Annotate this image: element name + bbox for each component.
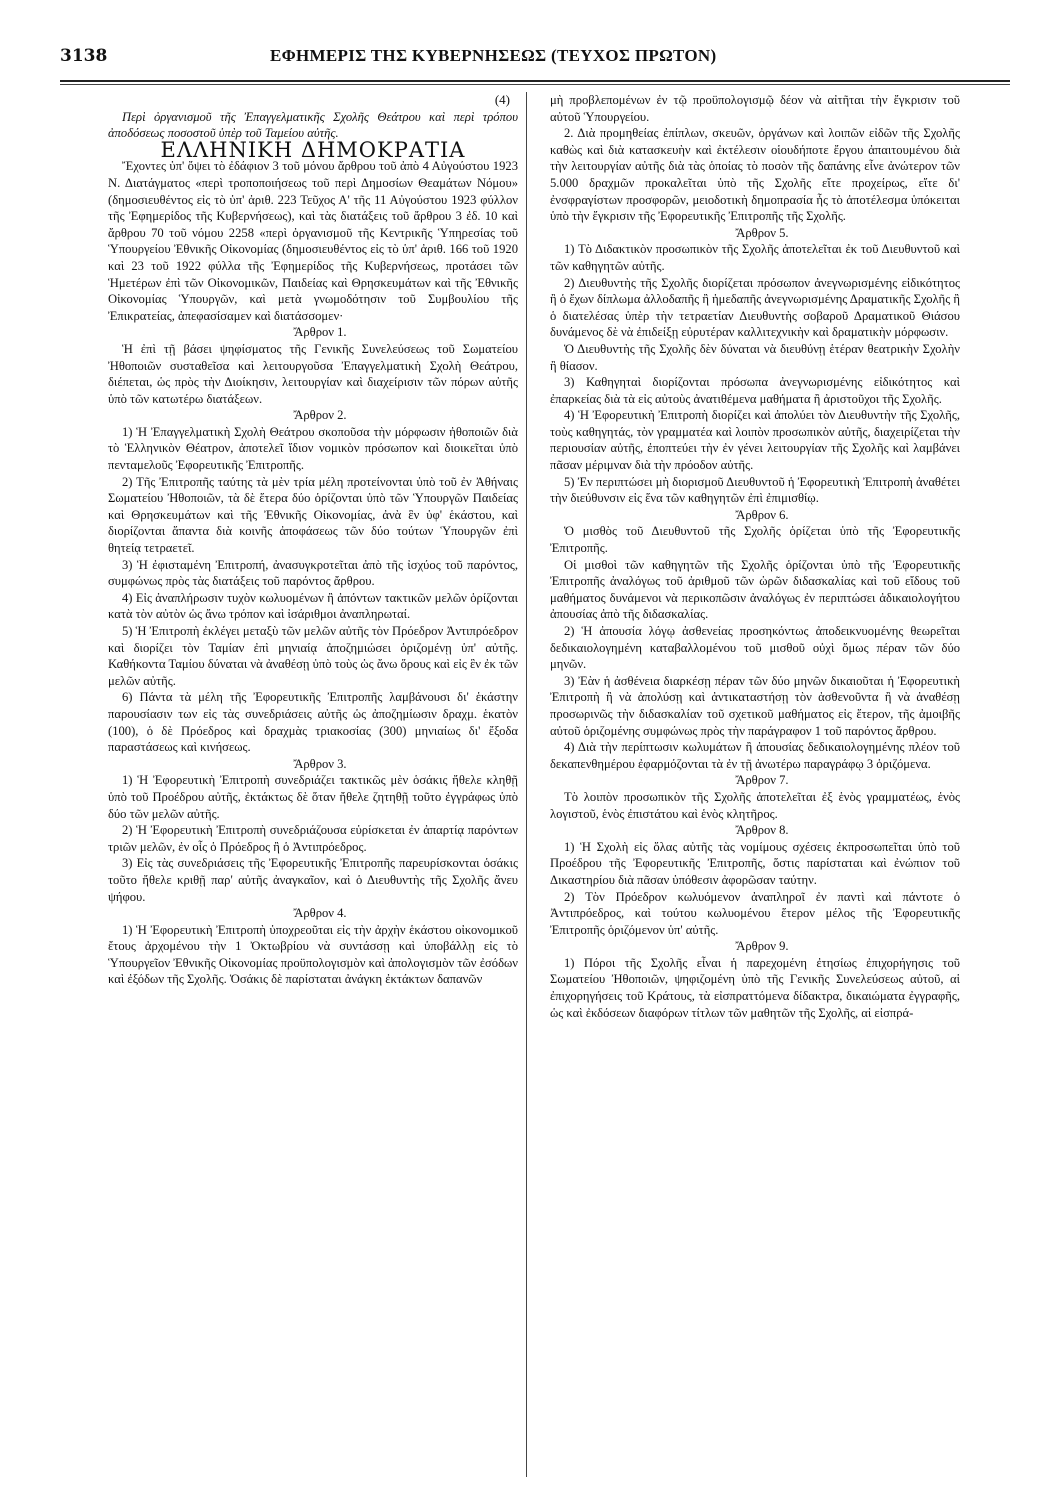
page-number: 3138 bbox=[60, 46, 108, 66]
article-5-para-1: 1) Τὸ Διδακτικὸν προσωπικὸν τῆς Σχολῆς ἀποτελεῖται ἐκ τοῦ Διευθυντοῦ καὶ τῶν καθηγητῶν αὐτῆς. bbox=[550, 242, 960, 273]
page-header bbox=[60, 44, 1010, 72]
article-1-para: Ἡ ἐπὶ τῇ βάσει ψηφίσματος τῆς Γενικῆς Συνελεύσεως τοῦ Σωματείου Ἠθοποιῶν συσταθεῖσα καὶ λειτουργοῦσα Ἐπαγγελματικὴ Σχολὴ Θεάτρου, διέπεται, ὡς πρὸς τὴν Διοίκησιν, λειτουργίαν καὶ διαχείρισιν τῶν πόρων αὐτῆς ὑπὸ τῶν κατωτέρω διατάξεων. bbox=[108, 341, 518, 406]
article-5-para-3: 3) Καθηγηταὶ διορίζονται πρόσωπα ἀνεγνωρισμένης εἰδικότητος καὶ ἐπαρκείας διὰ τὰ εἰς αὐτοὺς ἀνατιθέμενα μαθήματα ἢ ἀριστοῦχοι τῆς Σχολῆς. bbox=[550, 375, 960, 406]
article-4-title: Ἄρθρον 4. bbox=[293, 906, 347, 921]
preamble: Ἔχοντες ὑπ' ὄψει τὸ ἐδάφιον 3 τοῦ μόνου ἄρθρου τοῦ ἀπὸ 4 Αὐγούστου 1923 Ν. Διατάγματος «περὶ τροποποιήσεως τοῦ περὶ Δημοσίων Θεαμάτων Νόμου» (δημοσιευθέντος εἰς τὸ ὑπ' ἀριθ. 223 Τεῦχος Α' τῆς 11 Αὐγούστου 1923 φύλλον τῆς Ἐφημερίδος τῆς Κυβερνήσεως), καὶ τὰς διατάξεις τοῦ ἄρθρου 3 ἐδ. 10 καὶ ἄρθρου 70 τοῦ νόμου 2258 «περὶ ὀργανισμοῦ τῆς Κεντρικῆς Ὑπηρεσίας τοῦ Ὑπουργείου Ἐθνικῆς Οἰκονομίας (δημοσιευθέντος εἰς τὸ ὑπ' ἀριθ. 166 τοῦ 1920 καὶ 23 τοῦ 1922 φύλλα τῆς Ἐφημερίδος τῆς Κυβερνήσεως, προτάσει τῶν Ἡμετέρων ἐπὶ τῶν Οἰκονομικῶν, Παιδείας καὶ Θρησκευμάτων καὶ τῆς Ἐθνικῆς Οἰκονομίας Ὑπουργῶν, καὶ μετὰ γνωμοδότησιν τοῦ Συμβουλίου τῆς Ἐπικρατείας, ἀπεφασίσαμεν καὶ διατάσσομεν· bbox=[108, 159, 518, 323]
article-7-title: Ἄρθρον 7. bbox=[735, 773, 789, 788]
article-6-para-5: 4) Διὰ τὴν περίπτωσιν κωλυμάτων ἢ ἀπουσίας δεδικαιολογημένης πλέον τοῦ δεκαπενθημέρου ἐφαρμόζονται τὰ ἐν τῇ ἀνωτέρω παραγράφῳ 3 ὁριζόμενα. bbox=[550, 740, 960, 771]
article-8-title: Ἄρθρον 8. bbox=[735, 823, 789, 838]
article-2-para-4: 4) Εἰς ἀναπλήρωσιν τυχὸν κωλυομένων ἢ ἀπόντων τακτικῶν μελῶν ὁρίζονται κατὰ τὸν αὐτὸν ὡς ἄνω τρόπον καὶ ἰσάριθμοι ἀναπληρωταί. bbox=[108, 590, 518, 622]
article-5-title: Ἄρθρον 5. bbox=[735, 225, 789, 240]
article-3-title: Ἄρθρον 3. bbox=[293, 756, 347, 771]
article-7-para-1: Τὸ λοιπὸν προσωπικὸν τῆς Σχολῆς ἀποτελεῖται ἐξ ἑνὸς γραμματέως, ἑνὸς λογιστοῦ, ἑνὸς ἐπιστάτου καὶ ἑνὸς κλητῆρος. bbox=[550, 789, 960, 821]
article-6-para-1: Ὁ μισθὸς τοῦ Διευθυντοῦ τῆς Σχολῆς ὁρίζεται ὑπὸ τῆς Ἐφορευτικῆς Ἐπιτροπῆς. bbox=[550, 524, 960, 556]
republic-heading: ΕΛΛΗΝΙΚΗ ΔΗΜΟΚΡΑΤΙΑ bbox=[160, 137, 466, 162]
article-3-para-3: 3) Εἰς τὰς συνεδριάσεις τῆς Ἐφορευτικῆς Ἐπιτροπῆς παρευρίσκονται ὁσάκις τοῦτο ἤθελε κριθῇ παρ' αὐτῆς ἀναγκαῖον, καὶ ὁ Διευθυντὴς τῆς Σχολῆς ἄνευ ψήφου. bbox=[108, 856, 518, 904]
article-2-para-3: 3) Ἡ ἐφισταμένη Ἐπιτροπή, ἀνασυγκροτεῖται ἀπὸ τῆς ἰσχύος τοῦ παρόντος, συμφώνως πρὸς τὰς διατάξεις τοῦ παρόντος ἄρθρου. bbox=[108, 557, 518, 589]
article-6-para-2: Οἱ μισθοὶ τῶν καθηγητῶν τῆς Σχολῆς ὁρίζονται ὑπὸ τῆς Ἐφορευτικῆς Ἐπιτροπῆς ἀναλόγως τοῦ ἀριθμοῦ τῶν ὡρῶν διδασκαλίας καὶ τοῦ εἴδους τοῦ μαθήματος δυνάμενοι νὰ περικοπῶσιν ἀναλόγως ἐν περιπτώσει ἀδικαιολογήτου ἀπουσίας ἀπὸ τῆς διδασκαλίας. bbox=[550, 557, 960, 622]
article-2-para-5: 5) Ἡ Ἐπιτροπὴ ἐκλέγει μεταξὺ τῶν μελῶν αὐτῆς τὸν Πρόεδρον Ἀντιπρόεδρον καὶ διορίζει τὸν Ταμίαν ἐπὶ μηνιαίᾳ ἀποζημιώσει ὁριζομένῃ ὑπ' αὐτῆς. Καθήκοντα Ταμίου δύναται νὰ ἀναθέσῃ ὑπὸ τοὺς ὡς ἄνω ὅρους καὶ εἰς ἓν ἐκ τῶν μελῶν αὐτῆς. bbox=[108, 624, 518, 688]
gazette-title: ΕΦΗΜΕΡΙΣ ΤΗΣ ΚΥΒΕΡΝΗΣΕΩΣ (ΤΕΥΧΟΣ ΠΡΩΤΟΝ) bbox=[270, 46, 717, 65]
article-2-para-2: 2) Τῆς Ἐπιτροπῆς ταύτης τὰ μὲν τρία μέλη προτείνονται ὑπὸ τοῦ ἐν Ἀθήναις Σωματείου Ἠθοποιῶν, τὰ δὲ ἕτερα δύο ὁρίζονται ὑπὸ τῶν Ὑπουργῶν Παιδείας καὶ Θρησκευμάτων καὶ τῆς Ἐθνικῆς Οἰκονομίας, ἀνὰ ἓν ὑφ' ἑκάστου, καὶ διορίζονται ἅπαντα διὰ κοινῆς ἀποφάσεως τῶν δύο τούτων Ὑπουργῶν ἐπὶ θητείᾳ τετραετεῖ. bbox=[108, 474, 518, 556]
article-3-para-2: 2) Ἡ Ἐφορευτικὴ Ἐπιτροπὴ συνεδριάζουσα εὑρίσκεται ἐν ἀπαρτίᾳ παρόντων τριῶν μελῶν, ἐν οἷς ὁ Πρόεδρος ἢ ὁ Ἀντιπρόεδρος. bbox=[108, 823, 518, 854]
article-5-para-5: 5) Ἐν περιπτώσει μὴ διορισμοῦ Διευθυντοῦ ἡ Ἐφορευτικὴ Ἐπιτροπὴ ἀναθέτει τὴν διεύθυνσιν εἰς ἕνα τῶν καθηγητῶν ἐπὶ ἐπιμισθίῳ. bbox=[550, 474, 960, 506]
article-8-para-2: 2) Τὸν Πρόεδρον κωλυόμενον ἀναπληροῖ ἐν παντὶ καὶ πάντοτε ὁ Ἀντιπρόεδρος, καὶ τούτου κωλυομένου ἕτερον μέλος τῆς Ἐφορευτικῆς Ἐπιτροπῆς ὁριζόμενον ὑπ' αὐτῆς. bbox=[550, 889, 960, 937]
article-1-title: Ἄρθρον 1. bbox=[293, 325, 347, 340]
article-2-title: Ἄρθρον 2. bbox=[293, 408, 347, 423]
article-8-para-1: 1) Ἡ Σχολὴ εἰς ὅλας αὐτῆς τὰς νομίμους σχέσεις ἐκπροσωπεῖται ὑπὸ τοῦ Προέδρου τῆς Ἐφορευτικῆς Ἐπιτροπῆς, ὅστις παρίσταται καὶ ἐνώπιον τοῦ Δικαστηρίου διὰ πᾶσαν ὑπόθεσιν ἀφορῶσαν ταύτην. bbox=[550, 839, 960, 887]
article-5-para-2b: Ὁ Διευθυντὴς τῆς Σχολῆς δὲν δύναται νὰ διευθύνῃ ἑτέραν θεατρικὴν Σχολὴν ἢ θίασον. bbox=[550, 341, 960, 373]
header-rule bbox=[60, 80, 1010, 82]
article-5-para-4: 4) Ἡ Ἐφορευτικὴ Ἐπιτροπὴ διορίζει καὶ ἀπολύει τὸν Διευθυντὴν τῆς Σχολῆς, τοὺς καθηγητάς, τὸν γραμματέα καὶ λοιπὸν προσωπικὸν αὐτῆς, διαχειρίζεται τὴν περιουσίαν αὐτῆς, ἐποπτεύει τὴν ἐν γένει λειτουργίαν τῆς Σχολῆς καὶ λαμβάνει πᾶσαν μέριμναν διὰ τὴν πρόοδον αὐτῆς. bbox=[550, 408, 960, 473]
article-4-para-1: 1) Ἡ Ἐφορευτικὴ Ἐπιτροπὴ ὑποχρεοῦται εἰς τὴν ἀρχὴν ἑκάστου οἰκονομικοῦ ἔτους ἀρχομένου τὴν 1 Ὀκτωβρίου νὰ συντάσσῃ καὶ ὑποβάλλῃ εἰς τὸ Ὑπουργεῖον Ἐθνικῆς Οἰκονομίας προϋπολογισμὸν καὶ ἀπολογισμὸν τῶν ἐσόδων καὶ ἐξόδων τῆς Σχολῆς. Ὁσάκις δὲ παρίσταται ἀνάγκη ἐκτάκτων δαπανῶν bbox=[108, 922, 518, 987]
article-2-para-6: 6) Πάντα τὰ μέλη τῆς Ἐφορευτικῆς Ἐπιτροπῆς λαμβάνουσι δι' ἑκάστην παρουσίασιν των εἰς τὰς συνεδριάσεις αὐτῆς ὡς ἀποζημίωσιν δραχμ. ἑκατὸν (100), ὁ δὲ Πρόεδρος καὶ δραχμὰς τριακοσίας (300) μηνιαίως δι' ἔξοδα παραστάσεως καὶ κινήσεως. bbox=[108, 690, 518, 755]
article-6-title: Ἄρθρον 6. bbox=[735, 507, 789, 522]
article-9-para-1: 1) Πόροι τῆς Σχολῆς εἶναι ἡ παρεχομένη ἐτησίως ἐπιχορήγησις τοῦ Σωματείου Ἠθοποιῶν, ψηφιζομένη ὑπὸ τῆς Γενικῆς Συνελεύσεως αὐτοῦ, αἱ ἐπιχορηγήσεις τοῦ Κράτους, τὰ εἰσπραττόμενα δίδακτρα, δικαιώματα ἐγγραφῆς, ὡς καὶ ἐκδόσεων διαφόρων τίτλων τῶν μαθητῶν τῆς Σχολῆς, αἱ εἰσπρά- bbox=[550, 955, 960, 1020]
article-5-para-2: 2) Διευθυντὴς τῆς Σχολῆς διορίζεται πρόσωπον ἀνεγνωρισμένης εἰδικότητος ἢ ὁ ἔχων δίπλωμα ἀλλοδαπῆς ἢ ἡμεδαπῆς ἀνεγνωρισμένης Δραματικῆς Σχολῆς ἢ ὁ διατελέσας ὑπὲρ τὴν τετραετίαν Διευθυντὴς σοβαροῦ Δραματικοῦ Θιάσου δυνάμενος δὲ νὰ ἐπιδείξῃ εὐρυτέραν καλλιτεχνικὴν καὶ δραματικὴν μόρφωσιν. bbox=[550, 275, 960, 340]
column-divider bbox=[526, 92, 527, 1477]
left-column bbox=[108, 92, 518, 988]
article-6-para-4: 3) Ἐὰν ἡ ἀσθένεια διαρκέσῃ πέραν τῶν δύο μηνῶν δικαιοῦται ἡ Ἐφορευτικὴ Ἐπιτροπὴ ἢ νὰ ἀπολύσῃ καὶ ἀντικαταστήσῃ τὸν ἀσθενοῦντα ἢ νὰ ἀναθέσῃ προσωρινῶς τὴν διδασκαλίαν τοῦ σχετικοῦ μαθήματος εἰς ἕτερον, τῆς ἀμοιβῆς αὐτοῦ ὁριζομένης συμφώνως πρὸς τὴν παράγραφον 1 τοῦ παρόντος ἄρθρου. bbox=[550, 673, 960, 738]
decree-subject: Περὶ ὀργανισμοῦ τῆς Ἐπαγγελματικῆς Σχολῆς Θεάτρου καὶ περὶ τρόπου ἀποδόσεως ποσοστοῦ ὑπὲρ τοῦ Ταμείου αὐτῆς. bbox=[108, 109, 518, 141]
article-4-continued: μὴ προβλεπομένων ἐν τῷ προϋπολογισμῷ δέον νὰ αἰτῆται τὴν ἔγκρισιν τοῦ αὐτοῦ Ὑπουργείου. bbox=[550, 93, 960, 124]
article-9-title: Ἄρθρον 9. bbox=[735, 939, 789, 954]
article-4-para-2: 2. Διὰ προμηθείας ἐπίπλων, σκευῶν, ὀργάνων καὶ λοιπῶν εἰδῶν τῆς Σχολῆς καθὼς καὶ διὰ κατασκευὴν καὶ ἐκτέλεσιν οἱουδήποτε ἔργου ἀπαιτουμένου διὰ τὴν λειτουργίαν αὐτῆς διὰ τὰς ὁποίας τὸ ποσὸν τῆς δαπάνης εἶνε ἀνώτερον τῶν 5.000 δραχμῶν προκαλεῖται ὑπὸ τῆς Σχολῆς εἴτε προχείρως, εἴτε δι' ἐνσφραγίστων προσφορῶν, μειοδοτικὴ δημοπρασία ἧς τὸ ἀποτέλεσμα ὑπόκειται ὑπὸ τὴν ἔγκρισιν τῆς Ἐφορευτικῆς Ἐπιτροπῆς τῆς Σχολῆς. bbox=[550, 126, 960, 224]
article-3-para-1: 1) Ἡ Ἐφορευτικὴ Ἐπιτροπὴ συνεδριάζει τακτικῶς μὲν ὁσάκις ἤθελε κληθῇ ὑπὸ τοῦ Προέδρου αὐτῆς, ἐκτάκτως δὲ ὅταν ἤθελε ζητηθῇ τοῦτο ἐγγράφως ὑπὸ δύο τῶν μελῶν αὐτῆς. bbox=[108, 773, 518, 821]
article-2-para-1: 1) Ἡ Ἐπαγγελματικὴ Σχολὴ Θεάτρου σκοποῦσα τὴν μόρφωσιν ἠθοποιῶν διὰ τὸ Ἑλληνικὸν Θέατρον, ἀποτελεῖ ἴδιον νομικὸν πρόσωπον καὶ διοικεῖται ὑπὸ πενταμελοῦς Ἐφορευτικῆς Ἐπιτροπῆς. bbox=[108, 424, 518, 473]
right-column bbox=[550, 92, 960, 1021]
header-rule-thin bbox=[60, 84, 1010, 85]
decree-number: (4) bbox=[494, 92, 510, 107]
article-6-para-3: 2) Ἡ ἀπουσία λόγῳ ἀσθενείας προσηκόντως ἀποδεικνυομένης θεωρεῖται δεδικαιολογημένη καταβαλλομένου τοῦ μισθοῦ οὐχὶ ὅμως πέραν τῶν δύο μηνῶν. bbox=[550, 624, 960, 672]
